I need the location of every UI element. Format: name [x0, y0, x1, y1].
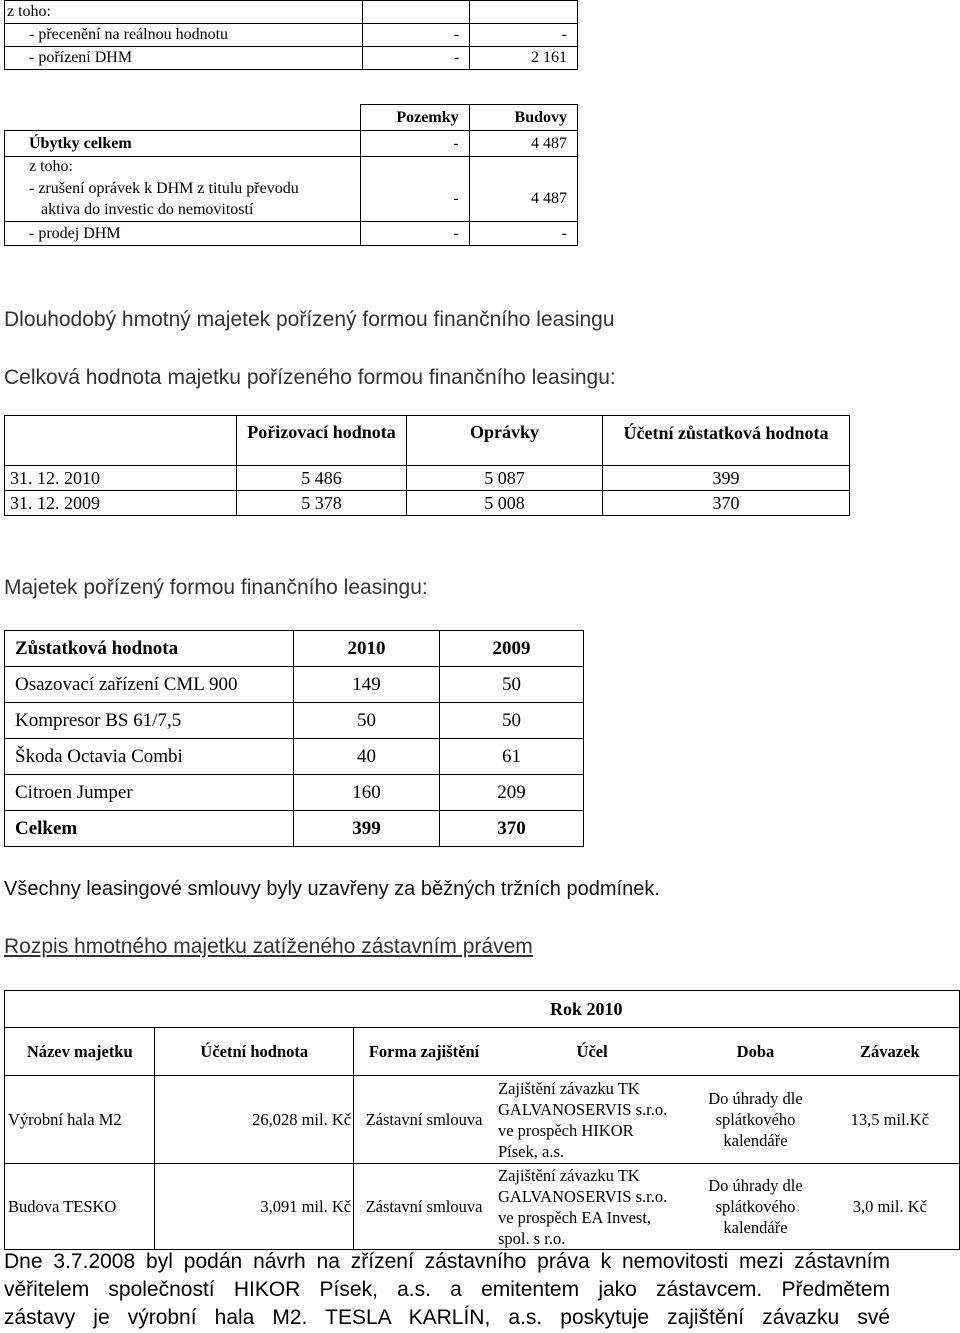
table-row	[5, 1, 578, 24]
pozemky-cell: -	[360, 131, 469, 157]
row-label: - přecenění na reálnou hodnotu	[5, 24, 363, 47]
value-cell: 50	[294, 703, 440, 739]
duration-line: Do úhrady dle	[708, 1089, 803, 1108]
row-label: - pořízení DHM	[5, 47, 363, 70]
table-total-row	[5, 811, 584, 847]
header-cell: 2009	[440, 631, 584, 667]
year-row	[5, 991, 960, 1028]
duration-cell	[690, 1164, 820, 1250]
row-label-line1: - zrušení oprávek k DHM z titulu převodu	[29, 180, 299, 198]
budovy-cell	[470, 1, 578, 24]
header-cell: Zůstatková hodnota	[5, 631, 294, 667]
liability-cell: 3,0 mil. Kč	[821, 1164, 960, 1250]
table-row	[5, 1076, 960, 1164]
leasing-note: Všechny leasingové smlouvy byly uzavřeny za běžných tržních podmínek.	[4, 878, 660, 900]
value-cell: 50	[440, 667, 584, 703]
pozemky-cell: -	[360, 178, 469, 222]
purpose-line: Písek, a.s.	[497, 1141, 564, 1161]
duration-line: splátkového	[715, 1197, 796, 1216]
value-cell: 149	[294, 667, 440, 703]
header-ucel: Účel	[494, 1028, 690, 1076]
duration-line: Do úhrady dle	[708, 1176, 803, 1195]
subheading-leasing-assets: Majetek pořízený formou finančního leasingu:	[4, 576, 428, 599]
header-cell	[5, 416, 237, 466]
value-cell: 399	[603, 466, 850, 491]
pledge-table	[4, 990, 960, 1250]
value-cell: 61	[440, 739, 584, 775]
value-cell: 160	[294, 775, 440, 811]
value-cell: 5 008	[407, 491, 603, 516]
table-row	[5, 131, 578, 157]
year-header: Rok 2010	[354, 991, 960, 1028]
table-row	[5, 667, 584, 703]
table-header-row	[5, 416, 850, 466]
value-cell: 5 378	[237, 491, 407, 516]
header-cell: Oprávky	[407, 416, 603, 466]
table-row	[5, 466, 850, 491]
table-header-row	[5, 105, 578, 131]
header-forma: Forma zajištění	[354, 1028, 494, 1076]
purpose-line: GALVANOSERVIS s.r.o.	[497, 1186, 668, 1206]
security-form-cell: Zástavní smlouva	[354, 1164, 494, 1250]
budovy-cell	[469, 157, 577, 178]
table-row	[5, 24, 578, 47]
duration-cell	[690, 1076, 820, 1164]
table-row	[5, 157, 578, 178]
table-row	[5, 178, 578, 222]
row-label	[5, 178, 361, 222]
value-cell: 5 087	[407, 466, 603, 491]
pozemky-header: Pozemky	[360, 105, 469, 131]
purpose-line: Zajištění závazku TK	[497, 1078, 640, 1098]
purpose-line: spol. s r.o.	[497, 1228, 566, 1248]
pozemky-cell: -	[363, 24, 470, 47]
purpose-cell	[494, 1164, 690, 1250]
security-form-cell: Zástavní smlouva	[354, 1076, 494, 1164]
asset-name-cell: Osazovací zařízení CML 900	[5, 667, 294, 703]
table-header-row	[5, 1028, 960, 1076]
budovy-header: Budovy	[469, 105, 577, 131]
purpose-line: GALVANOSERVIS s.r.o.	[497, 1099, 668, 1119]
table-row	[5, 739, 584, 775]
pledge-paragraph	[4, 1248, 890, 1332]
table-row	[5, 1164, 960, 1250]
section-heading-leasing: Dlouhodobý hmotný majetek pořízený formou finančního leasingu	[4, 308, 615, 331]
book-value-cell: 3,091 mil. Kč	[155, 1164, 354, 1250]
value-cell: 370	[603, 491, 850, 516]
date-cell: 31. 12. 2010	[5, 466, 237, 491]
pozemky-cell: -	[360, 222, 469, 246]
paragraph-line: zástavy je výrobní hala M2. TESLA KARLÍN, a.s. poskytuje zajištění závazku své	[4, 1306, 890, 1329]
value-cell: 209	[440, 775, 584, 811]
header-cell: 2010	[294, 631, 440, 667]
header-zavazek: Závazek	[821, 1028, 960, 1076]
value-cell: 5 486	[237, 466, 407, 491]
header-cell: Účetní zůstatková hodnota	[603, 416, 850, 466]
leasing-assets-table	[4, 630, 584, 847]
dhm-increase-table	[4, 0, 578, 70]
pozemky-cell: -	[363, 47, 470, 70]
value-cell: 40	[294, 739, 440, 775]
row-label: z toho:	[5, 157, 361, 178]
header-nazev: Název majetku	[5, 1028, 155, 1076]
budovy-cell: 2 161	[470, 47, 578, 70]
budovy-cell: 4 487	[469, 131, 577, 157]
table-row	[5, 47, 578, 70]
total-value-cell: 370	[440, 811, 584, 847]
asset-name-cell: Škoda Octavia Combi	[5, 739, 294, 775]
table-header-row	[5, 631, 584, 667]
dhm-decrease-table	[4, 104, 578, 246]
header-doba: Doba	[690, 1028, 820, 1076]
book-value-cell: 26,028 mil. Kč	[155, 1076, 354, 1164]
liability-cell: 13,5 mil.Kč	[821, 1076, 960, 1164]
total-value-cell: 399	[294, 811, 440, 847]
row-label: - prodej DHM	[5, 222, 361, 246]
table-row	[5, 491, 850, 516]
purpose-line: ve prospěch HIKOR	[497, 1120, 634, 1140]
duration-line: splátkového	[715, 1110, 796, 1129]
row-label: Úbytky celkem	[5, 131, 361, 157]
row-label-line2: aktiva do investic do nemovitostí	[41, 201, 254, 219]
duration-line: kalendáře	[723, 1131, 788, 1150]
budovy-cell: -	[470, 24, 578, 47]
subheading-total-value: Celková hodnota majetku pořízeného formou finančního leasingu:	[4, 366, 616, 389]
total-label-cell: Celkem	[5, 811, 294, 847]
pozemky-cell	[363, 1, 470, 24]
table-row	[5, 703, 584, 739]
asset-name-cell: Citroen Jumper	[5, 775, 294, 811]
asset-name-cell: Kompresor BS 61/7,5	[5, 703, 294, 739]
table-row	[5, 222, 578, 246]
value-cell: 50	[440, 703, 584, 739]
purpose-line: Zajištění závazku TK	[497, 1165, 640, 1185]
purpose-cell	[494, 1076, 690, 1164]
pozemky-cell	[360, 157, 469, 178]
table-row	[5, 775, 584, 811]
duration-line: kalendáře	[723, 1218, 788, 1237]
header-ucetni: Účetní hodnota	[155, 1028, 354, 1076]
asset-name-cell: Budova TESKO	[5, 1164, 155, 1250]
paragraph-line: věřitelem společností HIKOR Písek, a.s. a emitentem jako zástavcem. Předmětem	[4, 1278, 890, 1301]
paragraph-line: Dne 3.7.2008 byl podán návrh na zřízení zástavního práva k nemovitosti mezi zástavním	[4, 1250, 890, 1273]
budovy-cell: 4 487	[469, 178, 577, 222]
asset-name-cell: Výrobní hala M2	[5, 1076, 155, 1164]
leasing-value-table	[4, 415, 850, 516]
header-cell: Pořizovací hodnota	[237, 416, 407, 466]
row-label: z toho:	[5, 1, 363, 24]
date-cell: 31. 12. 2009	[5, 491, 237, 516]
section-heading-pledge: Rozpis hmotného majetku zatíženého zástavním právem	[4, 935, 533, 958]
budovy-cell: -	[469, 222, 577, 246]
purpose-line: ve prospěch EA Invest,	[497, 1207, 652, 1227]
